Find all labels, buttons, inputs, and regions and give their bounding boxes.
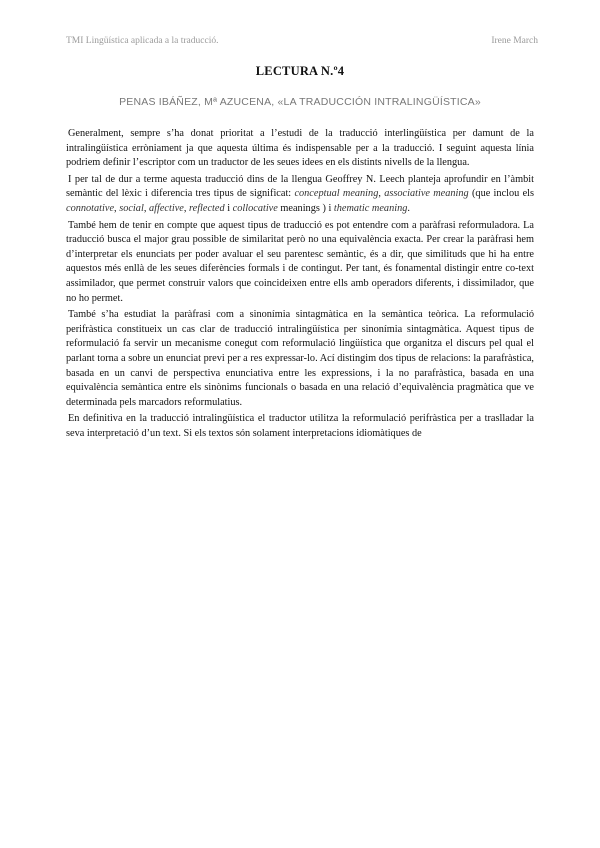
document-subtitle: PENAS IBÁÑEZ, Mª AZUCENA, «LA TRADUCCIÓN INTRALINGÜÍSTICA»	[119, 96, 481, 108]
term-collocative: collocative	[232, 202, 278, 214]
term-affective: affective	[148, 202, 184, 214]
p2-sep-1: ,	[378, 188, 385, 200]
page-header	[66, 36, 538, 46]
term-conceptual-meaning: conceptual meaning	[294, 188, 379, 200]
term-associative-meaning: associative meaning	[384, 188, 469, 200]
p2-text-c: i	[224, 202, 233, 214]
paragraph-3: També hem de tenir en compte que aquest tipus de traducció es pot entendre com a paràfrasi reformuladora. La traducció busca el major grau possible de similaritat però no una equivalència exacta. Per crear la paràfrasi hem d’interpretar els enunciats per poder avaluar el seu parentesc semàntic, és a dir, que similituds que hi ha entre aquestos més enllà de les seues diferències formals i de contingut. Per tant, és fonamental distingir entre co-text assimilador, que permet construir valors que coincideixen entre ells amb operadors diferents, i dissimilador, que no ho permet.	[66, 219, 534, 304]
term-reflected: reflected	[189, 202, 225, 214]
p2-sep-3: ,	[143, 202, 149, 214]
p2-sep-4: ,	[183, 202, 189, 214]
paragraph-2	[66, 173, 534, 217]
paragraph-1: Generalment, sempre s’ha donat prioritat a l’estudi de la traducció interlingüística per damunt de la intralingüística erròniament ja que aquesta última és indispensable per a la traducció. I seguint aquesta línia podriem definir l’escriptor com un traductor de les seues idees en els distints nivells de la llengua.	[66, 128, 534, 169]
term-social: social	[119, 202, 144, 214]
header-course: TMI Lingüística aplicada a la traducció.	[66, 36, 219, 46]
p2-sep-2: ,	[114, 202, 120, 214]
term-connotative: connotative	[66, 202, 115, 214]
paragraph-4: També s’ha estudiat la paràfrasi com a sinonímia sintagmàtica en la semàntica teòrica. La reformulació perifràstica constitueix un cas clar de traducció intralingüística per sinonímia sintagmàtica. Aquest tipus de reformulació fa servir un mecanisme conegut com reformulació lingüística que organitza el discurs pel qual el parlant torna a sobre un enunciat previ per a res expressar-lo. Ací distingim dos tipus de relacions: la parafràstica, basada en un canvi de perspectiva enunciativa entre les expressions, i la no parafràstica, basada en una equivalència semàntica entre els sinònims funcionals o basada en una relació d’equivalència pragmàtica que ve determinada pels marcadors reformulatius.	[66, 309, 534, 408]
paragraph-5: En definitiva en la traducció intralingüística el traductor utilitza la reformulació perifràstica per a traslladar la seva interpretació d’un text. Si els textos són solament interpretacions idiomàtiques de	[66, 413, 534, 439]
header-author: Irene March	[491, 36, 538, 46]
p2-text-b: (que inclou els	[468, 188, 535, 200]
document-title: LECTURA N.º4	[255, 64, 345, 78]
term-thematic-meaning: thematic meaning	[333, 202, 408, 214]
p2-text-e: .	[407, 202, 410, 214]
document-body	[66, 127, 534, 443]
p2-text-d: meanings ) i	[277, 202, 334, 214]
p2-text-a: I per tal de dur a terme aquesta traducció dins de la llengua Geoffrey N. Leech planteja aprofundir en l’àmbit semàntic del lèxic i diferencia tres tipus de significat:	[66, 173, 534, 200]
